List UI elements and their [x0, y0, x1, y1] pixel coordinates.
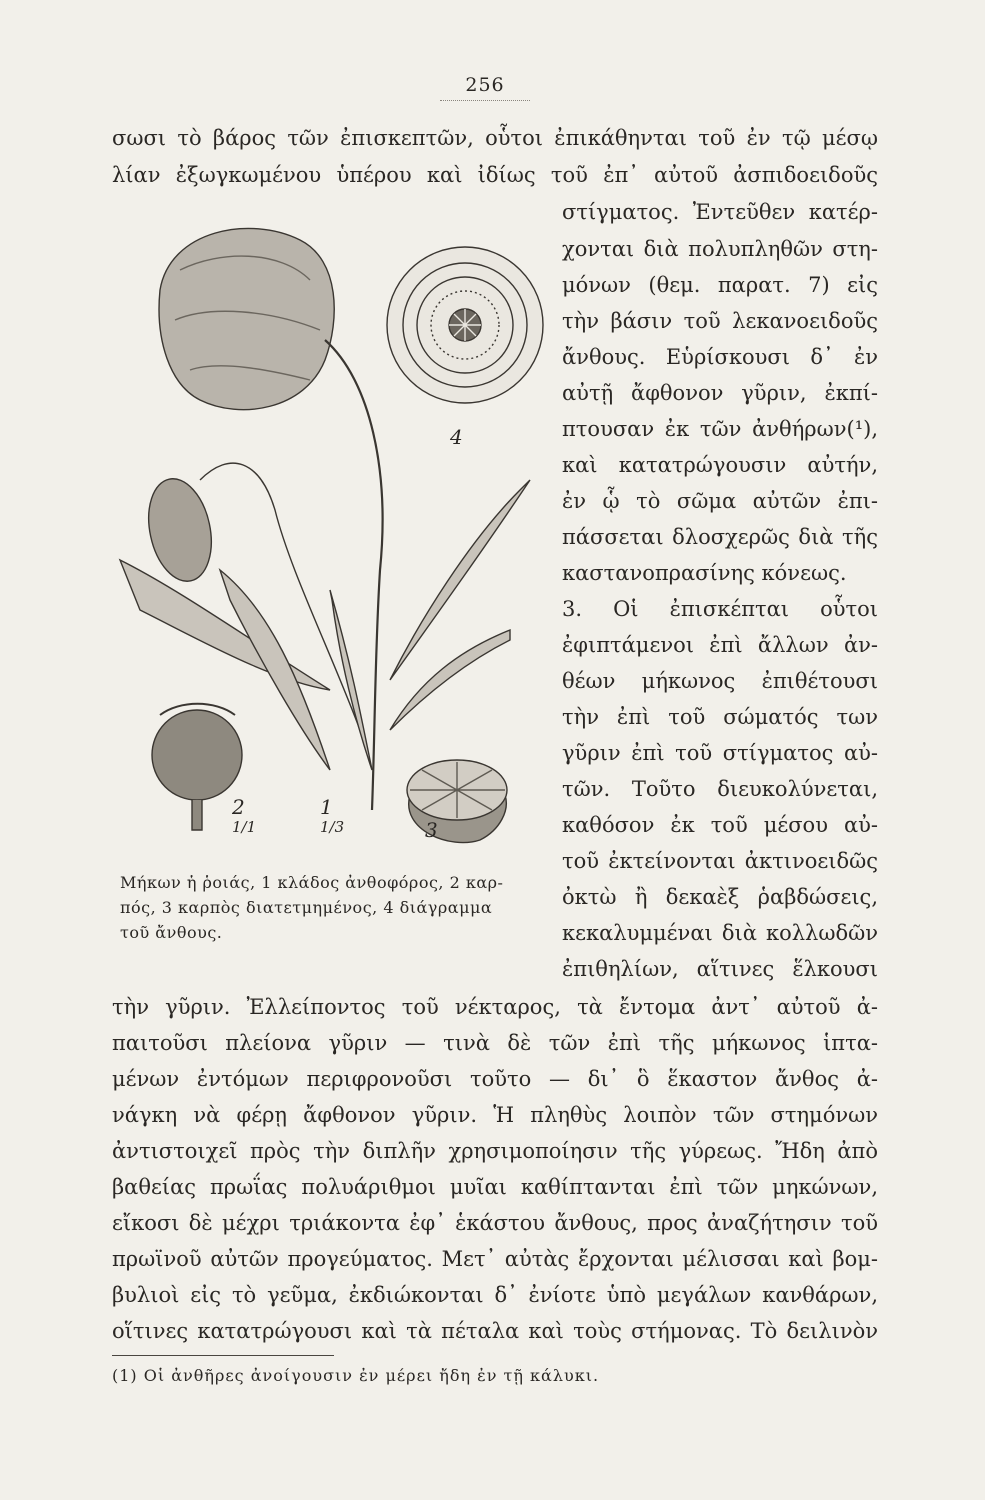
body-text-line: τὴν γῦριν. Ἐλλείποντος τοῦ νέκταρος, τὰ ἔντομα ἀντ᾽ αὐτοῦ ἀ-: [112, 995, 878, 1019]
footnote: (1) Οἱ ἀνθῆρες ἀνοίγουσιν ἐν μέρει ἤδη ἐν τῇ κάλυκι.: [112, 1366, 600, 1385]
body-text-line: τὴν ἐπὶ τοῦ σώματός των: [562, 705, 878, 729]
figure-label-1: 1: [320, 795, 333, 819]
body-text-line: στίγματος. Ἐντεῦθεν κατέρ-: [562, 200, 878, 224]
body-text-line: λίαν ἐξωγκωμένου ὑπέρου καὶ ἰδίως τοῦ ἐπ᾽ αὐτοῦ ἀσπιδοειδοῦς: [112, 163, 878, 187]
main-stem: [325, 340, 383, 810]
body-text-line: βαθείας πρωΐας πολυάριθμοι μυῖαι καθίπτανται ἐπὶ τῶν μηκώνων,: [112, 1175, 878, 1199]
body-text-line: πρωϊνοῦ αὐτῶν προγεύματος. Μετ᾽ αὐτὰς ἔρχονται μέλισσαι καὶ βομ-: [112, 1247, 878, 1271]
body-text-line: ἄνθους. Εὑρίσκουσι δ᾽ ἐν: [562, 345, 878, 369]
body-text-line: κεκαλυμμέναι διὰ κολλωδῶν: [562, 921, 878, 945]
body-text-line: καστανοπρασίνης κόνεως.: [562, 561, 847, 585]
poppy-illustration: [100, 210, 560, 850]
body-text-line: μένων ἐντόμων περιφρονοῦσι τοῦτο — δι᾽ ὃ ἕκαστον ἄνθος ἀ-: [112, 1067, 878, 1091]
body-text-line: τὴν βάσιν τοῦ λεκανοειδοῦς: [562, 309, 878, 333]
page-number: 256: [465, 74, 505, 96]
body-text-line: τοῦ ἐκτείνονται ἀκτινοειδῶς: [562, 849, 878, 873]
body-text-line: νάγκη νὰ φέρῃ ἄφθονον γῦριν. Ἡ πληθὺς λοιπὸν τῶν στημόνων: [112, 1103, 878, 1127]
body-text-line: σωσι τὸ βάρος τῶν ἐπισκεπτῶν, οὗτοι ἐπικάθηνται τοῦ ἐν τῷ μέσῳ: [112, 126, 878, 150]
body-text-line: ἀντιστοιχεῖ πρὸς τὴν διπλῆν χρησιμοποίησιν τῆς γύρεως. Ἤδη ἀπὸ: [112, 1139, 878, 1163]
body-text-line: γῦριν ἐπὶ τοῦ στίγματος αὐ-: [562, 741, 878, 765]
page-number-rule: [440, 100, 530, 101]
body-text-line: παιτοῦσι πλείονα γῦριν — τινὰ δὲ τῶν ἐπὶ τῆς μήκωνος ἱπτα-: [112, 1031, 878, 1055]
body-text-line: καθόσον ἐκ τοῦ μέσου αὐ-: [562, 813, 878, 837]
caption-line: τοῦ ἄνθους.: [120, 923, 223, 942]
figure-label-3: 3: [425, 818, 438, 842]
body-text-line: πάσσεται δλοσχερῶς διὰ τῆς: [562, 525, 878, 549]
bud: [140, 473, 220, 587]
body-text-line: αὐτῇ ἄφθονον γῦριν, ἐκπί-: [562, 381, 878, 405]
body-text-line: θέων μήκωνος ἐπιθέτουσι: [562, 669, 878, 693]
body-text-line: οἵτινες κατατρώγουσι καὶ τὰ πέταλα καὶ τοὺς στήμονας. Τὸ δειλινὸν: [112, 1319, 878, 1343]
leaf: [390, 480, 530, 680]
body-text-line: εἴκοσι δὲ μέχρι τριάκοντα ἐφ᾽ ἑκάστου ἄνθους, προς ἀναζήτησιν τοῦ: [112, 1211, 878, 1235]
figure-fraction-2: 1/1: [232, 818, 257, 836]
leaf: [330, 590, 372, 770]
body-text-line: ἐπιθηλίων, αἵτινες ἕλκουσι: [562, 957, 878, 981]
body-text-line: μόνων (θεμ. παρατ. 7) εἰς: [562, 273, 878, 297]
body-text-line: τῶν. Τοῦτο διευκολύνεται,: [562, 777, 878, 801]
caption-line: Μήκων ἡ ῥοιάς, 1 κλάδος ἀνθοφόρος, 2 καρ-: [120, 873, 504, 892]
body-text-line: ἐν ᾧ τὸ σῶμα αὐτῶν ἐπι-: [562, 489, 878, 513]
figure-label-4: 4: [450, 425, 463, 449]
body-text-line: ὀκτὼ ἢ δεκαὲξ ῥαβδώσεις,: [562, 885, 878, 909]
body-text-line: πτουσαν ἐκ τῶν ἀνθήρων(¹),: [562, 417, 878, 441]
footnote-rule: [112, 1355, 334, 1356]
body-text-line: καὶ κατατρώγουσιν αὐτήν,: [562, 453, 878, 477]
body-text-line: 3. Οἱ ἐπισκέπται οὗτοι: [562, 597, 878, 621]
seed-capsule: [152, 710, 242, 800]
figure-fraction-1: 1/3: [320, 818, 345, 836]
body-text-line: χονται διὰ πολυπληθῶν στη-: [562, 237, 878, 261]
caption-line: πός, 3 καρπὸς διατετμημένος, 4 διάγραμμα: [120, 898, 493, 917]
body-text-line: βυλιοὶ εἰς τὸ γεῦμα, ἐκδιώκονται δ᾽ ἐνίοτε ὑπὸ μεγάλων κανθάρων,: [112, 1283, 878, 1307]
body-text-line: ἐφιπτάμενοι ἐπὶ ἄλλων ἀν-: [562, 633, 878, 657]
figure-label-2: 2: [232, 795, 245, 819]
